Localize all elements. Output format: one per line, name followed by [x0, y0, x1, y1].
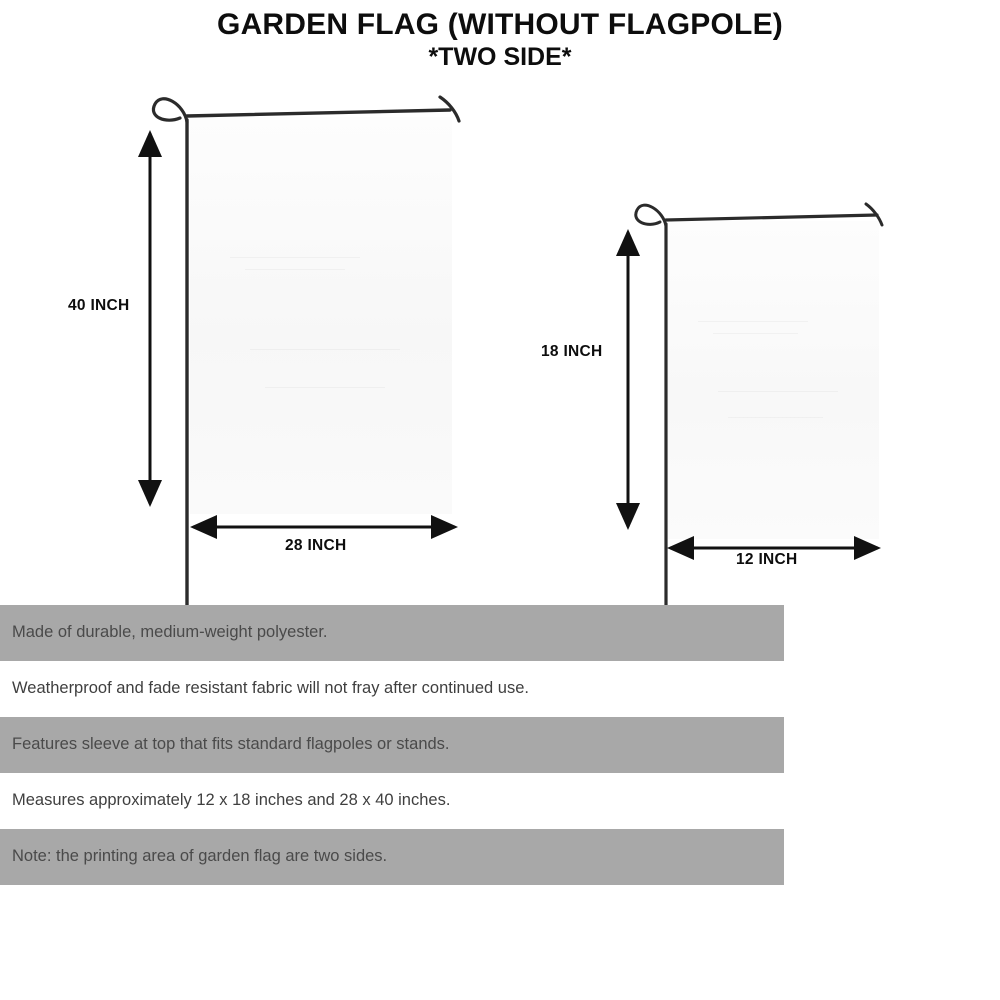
list-item — [0, 773, 784, 829]
list-item — [0, 829, 784, 885]
large-flag-pole — [153, 97, 459, 610]
title-main: GARDEN FLAG (WITHOUT FLAGPOLE) — [217, 8, 783, 41]
list-item — [0, 717, 784, 773]
large-flag-width-label: 28 INCH — [285, 537, 347, 554]
feature-text: Note: the printing area of garden flag are two sides. — [12, 847, 388, 866]
small-flag-width-label: 12 INCH — [736, 551, 798, 568]
feature-text: Made of durable, medium-weight polyester. — [12, 623, 328, 642]
title-subtitle: *TWO SIDE* — [428, 42, 572, 71]
small-flag-height-label: 18 INCH — [541, 343, 603, 360]
feature-text: Measures approximately 12 x 18 inches and 28 x 40 inches. — [12, 791, 451, 810]
feature-text: Features sleeve at top that fits standard flagpoles or stands. — [12, 735, 450, 754]
feature-text: Weatherproof and fade resistant fabric will not fray after continued use. — [12, 679, 529, 698]
feature-list — [0, 605, 784, 885]
list-item — [0, 605, 784, 661]
list-item — [0, 661, 784, 717]
large-flag-height-label: 40 INCH — [68, 297, 130, 314]
